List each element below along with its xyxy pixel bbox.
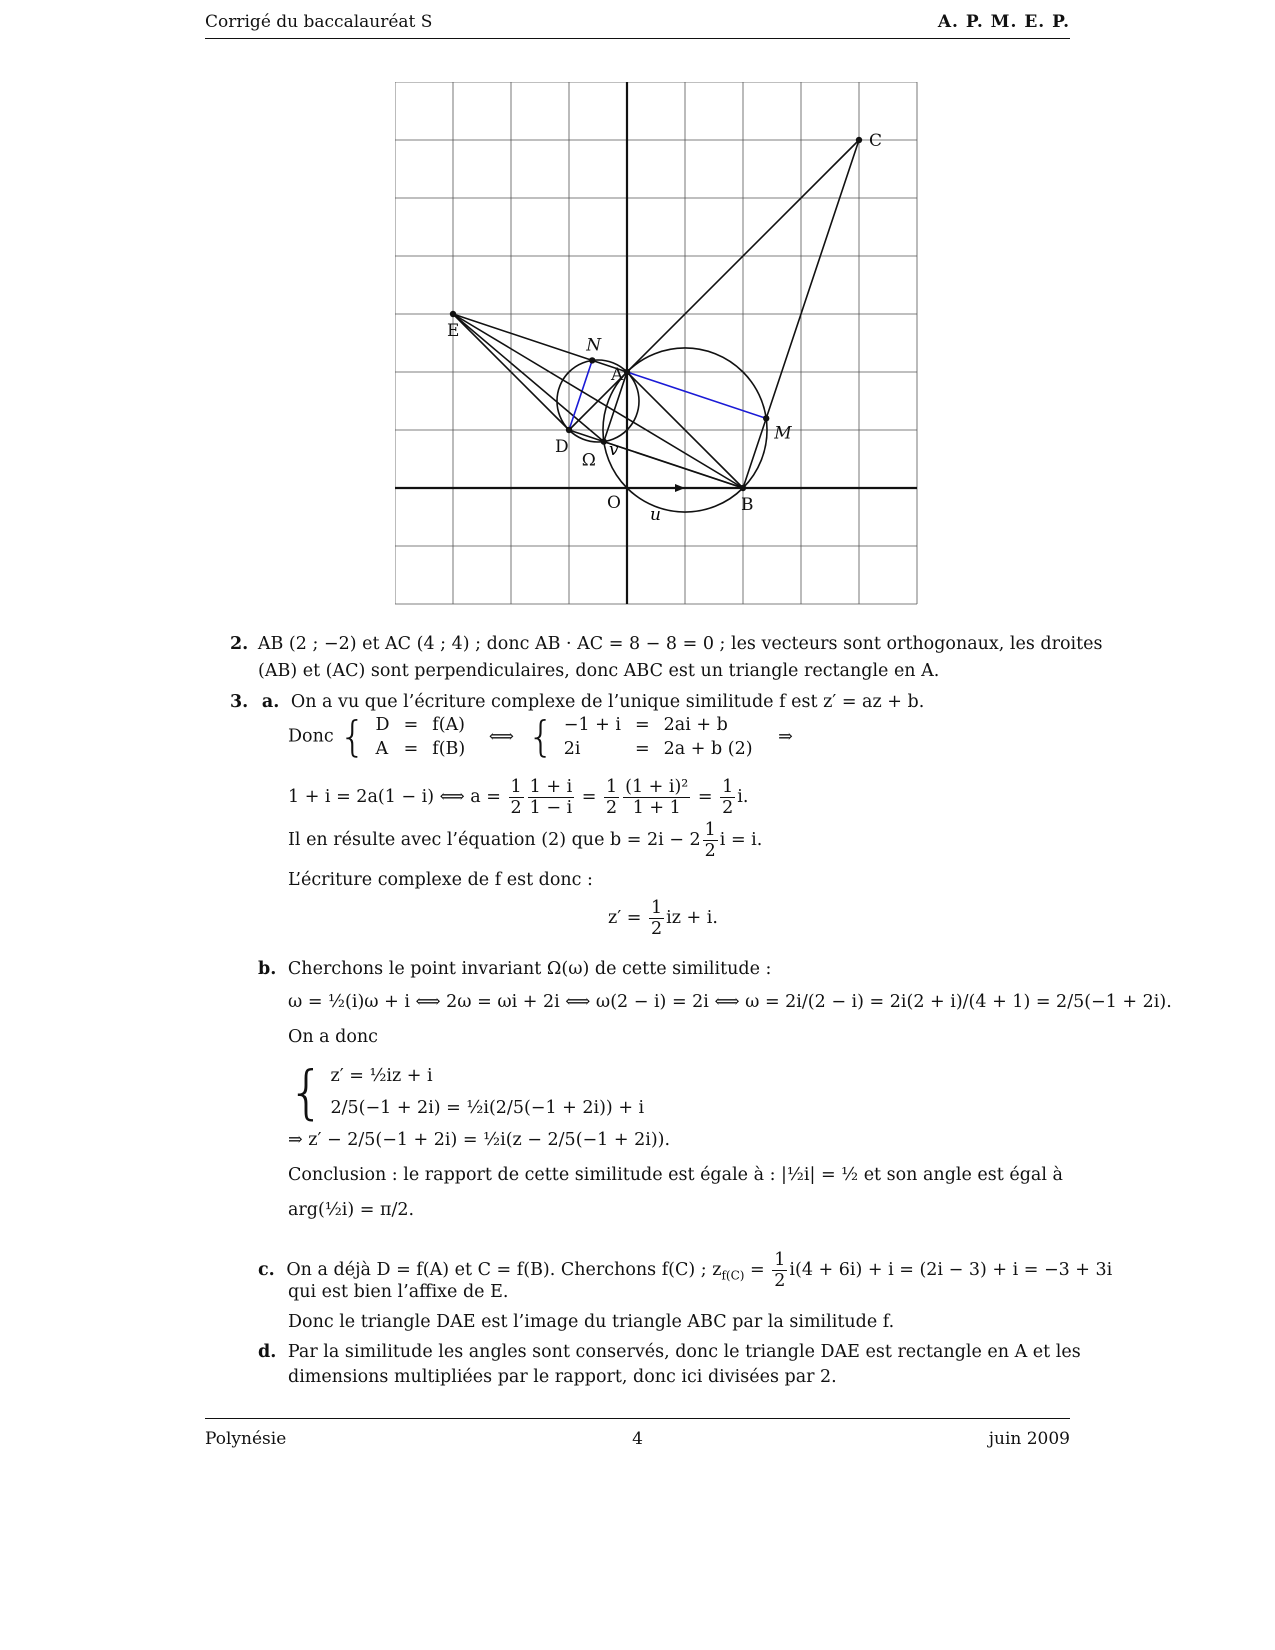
point-M bbox=[763, 415, 769, 421]
a-tail: i. bbox=[737, 787, 749, 807]
q3b-conclusion: Conclusion : le rapport de cette similitude est égale à : |½i| = ½ et son angle est égal à bbox=[288, 1165, 1063, 1185]
q3c-line3: Donc le triangle DAE est l’image du triangle ABC par la similitude f. bbox=[288, 1312, 895, 1332]
vector-u-arrow-icon bbox=[675, 484, 685, 492]
q3c-line1: c. On a déjà D = f(A) et C = f(B). Cherchons f(C) ; $z_{f(C)}$ = $\frac{1}{2}$ i(4 + 6i) + i = (2i − 3) + i = −3 + 3i bbox=[258, 1250, 1113, 1291]
label-O: O bbox=[607, 493, 621, 513]
label-v: v bbox=[609, 440, 619, 460]
b-equation: Il en résulte avec l’équation (2) que b = 2i − 2 bbox=[288, 830, 701, 850]
fraction: $\frac{1}{2}$ bbox=[605, 777, 618, 818]
fraction: $\frac{\text{(1 + i)²}}{1 + 1}$ bbox=[625, 777, 689, 818]
footer-right: juin 2009 bbox=[988, 1429, 1070, 1449]
left-brace-icon: { bbox=[288, 1058, 325, 1126]
q3a-letter: a. bbox=[261, 692, 280, 712]
fraction: $\frac{1}{2}$ bbox=[774, 1250, 786, 1291]
point-N bbox=[589, 357, 595, 363]
q3a-a-line: 1 + i = 2a(1 − i) ⟺ a = $\frac{1}{2}$ $\frac{1 + i}{1 - i}$ = $\frac{1}{2}$ $\frac{\text{(1 + i)²}}{1 + 1}$ = $\frac{1}{2}$ i. bbox=[288, 777, 749, 818]
label-Ω: Ω bbox=[581, 450, 596, 471]
left-brace-icon: { bbox=[339, 712, 366, 761]
q3b-sys-a: z′ = ½iz + i bbox=[330, 1066, 433, 1086]
q3c-tail: i(4 + 6i) + i = (2i − 3) + i = −3 + 3i bbox=[789, 1260, 1113, 1280]
q3d-text1: Par la similitude les angles sont conservés, donc le triangle DAE est rectangle en A et les bbox=[287, 1342, 1081, 1362]
b-tail: i = i. bbox=[719, 830, 763, 850]
q3b-intro-row bbox=[258, 957, 771, 982]
label-M: M bbox=[774, 423, 792, 444]
q3a-intro: On a vu que l’écriture complexe de l’unique similitude f est z′ = az + b. bbox=[290, 692, 925, 712]
system-2 bbox=[560, 713, 763, 761]
geometry-figure bbox=[395, 82, 920, 607]
q3d-letter: d. bbox=[258, 1342, 277, 1362]
page-header bbox=[205, 12, 1070, 39]
q3a-intro-row bbox=[230, 690, 924, 715]
sys1-cell: = bbox=[403, 715, 419, 735]
fraction: $\frac{1 + i}{1 - i}$ bbox=[529, 777, 573, 818]
q3a-final bbox=[608, 898, 718, 939]
q3b-intro: Cherchons le point invariant Ω(ω) de cette similitude : bbox=[287, 959, 772, 979]
q3b-arg: arg(½i) = π/2. bbox=[288, 1200, 415, 1220]
left-brace-icon: { bbox=[527, 712, 555, 761]
donc-label: Donc bbox=[288, 726, 334, 747]
point-C bbox=[856, 137, 862, 143]
sys1-cell: f(B) bbox=[432, 739, 466, 759]
q2-line1 bbox=[230, 632, 1102, 657]
sys2-cell: −1 + i bbox=[563, 715, 621, 735]
q3-number: 3. bbox=[230, 692, 249, 712]
fraction: $\frac{1}{2}$ bbox=[651, 898, 663, 939]
system-1 bbox=[372, 713, 476, 761]
footer-page-number: 4 bbox=[632, 1429, 643, 1449]
sys1-cell: A bbox=[375, 739, 389, 759]
label-A: A bbox=[611, 365, 624, 385]
q3c-text1: On a déjà D = f(A) et C = f(B). Cherchons f(C) ; z bbox=[286, 1260, 722, 1280]
q3b-letter: b. bbox=[258, 959, 277, 979]
q3b-system bbox=[288, 1060, 644, 1124]
label-D: D bbox=[555, 437, 569, 457]
q3c-letter: c. bbox=[258, 1260, 275, 1280]
point-B bbox=[740, 485, 746, 491]
label-C: C bbox=[869, 131, 883, 151]
q3a-b-line bbox=[288, 820, 762, 861]
q2-line2: (AB) et (AC) sont perpendiculaires, donc ABC est un triangle rectangle en A. bbox=[258, 661, 940, 681]
sys2-cell: = bbox=[634, 715, 650, 735]
q3b-omega: ω = ½(i)ω + i ⟺ 2ω = ωi + 2i ⟺ ω(2 − i) = 2i ⟺ ω = 2i/(2 − i) = 2i(2 + i)/(4 + 1) = 2/5(−1 + 2i). bbox=[288, 992, 1172, 1012]
point-A bbox=[624, 369, 630, 375]
final-lhs: z′ = bbox=[608, 908, 642, 928]
q3c-subscript: f(C) bbox=[721, 1268, 745, 1283]
q3c-line2: qui est bien l’affixe de E. bbox=[288, 1282, 509, 1302]
q3a-ecriture: L’écriture complexe de f est donc : bbox=[288, 870, 593, 890]
page-footer bbox=[205, 1418, 1070, 1453]
fraction: $\frac{1}{2}$ bbox=[510, 777, 522, 818]
sys1-cell: D bbox=[375, 715, 390, 735]
segment-EΩ bbox=[453, 314, 604, 442]
q3a-system-row bbox=[288, 713, 793, 761]
q3b-result: ⇒ z′ − 2/5(−1 + 2i) = ½i(z − 2/5(−1 + 2i)). bbox=[288, 1130, 671, 1150]
q3d-line1 bbox=[258, 1340, 1081, 1365]
sys1-cell: = bbox=[403, 739, 419, 759]
a-equation: 1 + i = 2a(1 − i) ⟺ a = bbox=[288, 787, 501, 807]
equiv-symbol: ⟺ bbox=[488, 726, 514, 747]
q2-text1: AB (2 ; −2) et AC (4 ; 4) ; donc AB · AC = 8 − 8 = 0 ; les vecteurs sont orthogonaux, les droites bbox=[257, 634, 1103, 654]
q3d-line2: dimensions multipliées par le rapport, donc ici divisées par 2. bbox=[288, 1367, 837, 1387]
fraction: $\frac{1}{2}$ bbox=[722, 777, 734, 818]
point-D bbox=[566, 427, 572, 433]
sys1-cell: f(A) bbox=[432, 715, 466, 735]
final-rhs: iz + i. bbox=[666, 908, 718, 928]
segment-AM bbox=[627, 372, 766, 418]
implies-symbol: ⇒ bbox=[778, 726, 793, 747]
sys2-cell: 2i bbox=[563, 739, 581, 759]
point-Ω bbox=[601, 438, 607, 444]
sys2-cell: 2a + b (2) bbox=[663, 739, 753, 759]
header-left: Corrigé du baccalauréat S bbox=[205, 12, 433, 32]
q2-number: 2. bbox=[230, 634, 249, 654]
label-E: E bbox=[447, 321, 460, 341]
point-E bbox=[450, 311, 456, 317]
header-right: A. P. M. E. P. bbox=[937, 12, 1070, 32]
q3b-ona: On a donc bbox=[288, 1027, 378, 1047]
footer-left: Polynésie bbox=[205, 1429, 287, 1449]
sys2-cell: = bbox=[634, 739, 650, 759]
sys2-cell: 2ai + b bbox=[663, 715, 728, 735]
label-u: u bbox=[650, 505, 661, 525]
fraction: $\frac{1}{2}$ bbox=[704, 820, 716, 861]
label-N: N bbox=[586, 335, 602, 356]
q3b-sys-b: 2/5(−1 + 2i) = ½i(2/5(−1 + 2i)) + i bbox=[330, 1098, 645, 1118]
label-B: B bbox=[741, 495, 754, 515]
